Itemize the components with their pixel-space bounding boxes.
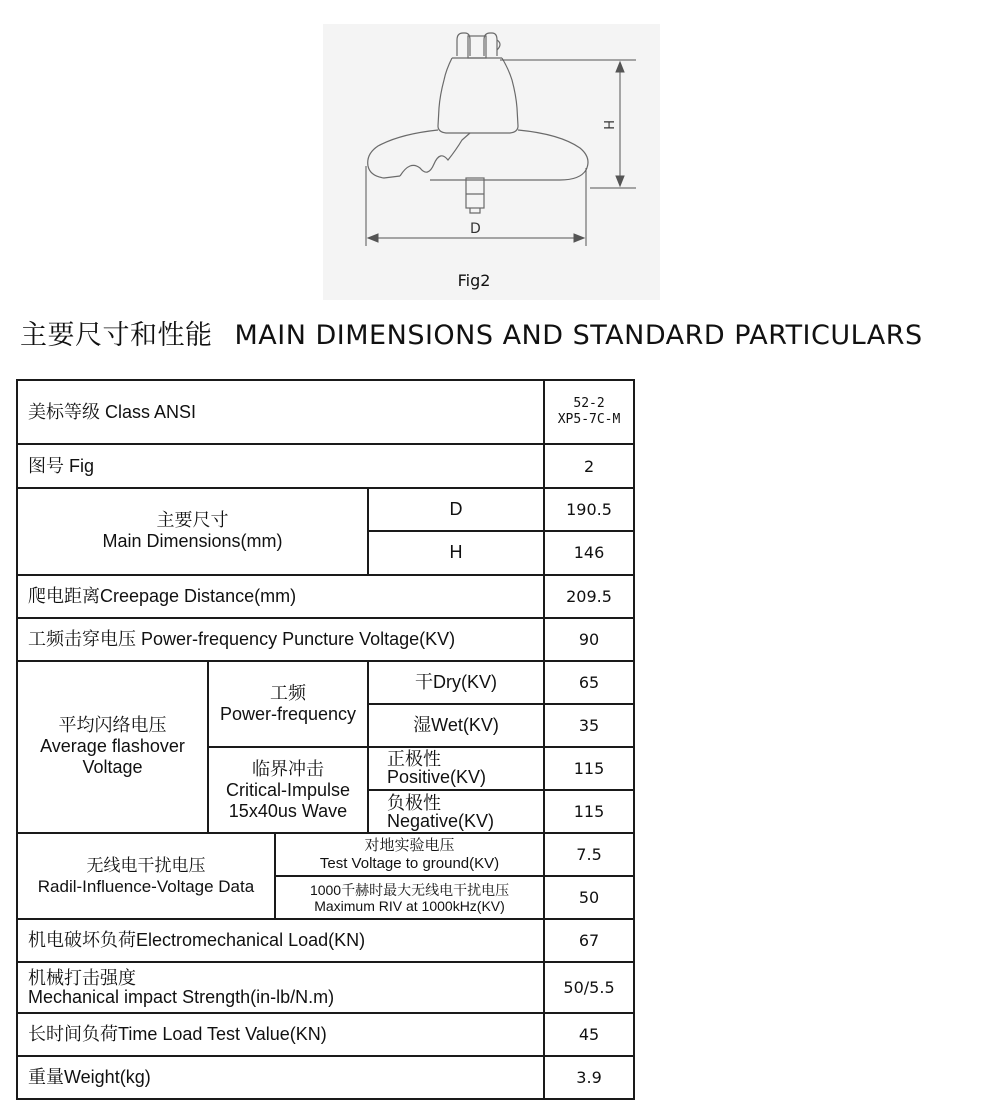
positive-value: 115 <box>544 747 634 790</box>
flashover-label <box>17 661 208 833</box>
wet-label: 湿Wet(KV) <box>368 704 544 747</box>
fig-label: 图号 Fig <box>17 444 544 488</box>
table-row <box>17 1013 634 1056</box>
dry-value: 65 <box>544 661 634 704</box>
negative-label <box>368 790 544 833</box>
h-label: H <box>368 531 544 574</box>
table-row <box>17 1056 634 1099</box>
h-value: 146 <box>544 531 634 574</box>
riv-en: Radil-Influence-Voltage Data <box>37 877 255 897</box>
max-riv-label <box>275 876 544 919</box>
diameter-label: D <box>470 221 481 237</box>
spec-table <box>16 379 635 1100</box>
d-label: D <box>368 488 544 531</box>
class-value-line2: XP5-7C-M <box>557 412 621 428</box>
critical-impulse-en-1: Critical-Impulse <box>225 779 351 800</box>
figure-background <box>323 24 660 300</box>
test-voltage-cn: 对地实验电压 <box>364 836 455 854</box>
weight-label: 重量Weight(kg) <box>17 1056 544 1099</box>
figure-caption: Fig2 <box>457 271 491 290</box>
table-row <box>17 380 634 444</box>
riv-cn: 无线电干扰电压 <box>86 856 206 876</box>
power-frequency-en: Power-frequency <box>219 703 357 724</box>
positive-cn: 正极性 <box>387 749 441 770</box>
main-dimensions-label <box>17 488 368 574</box>
critical-impulse-cn: 临界冲击 <box>252 758 324 779</box>
time-load-label: 长时间负荷Time Load Test Value(KN) <box>17 1013 544 1056</box>
em-load-label: 机电破坏负荷Electromechanical Load(KN) <box>17 919 544 962</box>
dry-label: 干Dry(KV) <box>368 661 544 704</box>
test-voltage-label <box>275 833 544 876</box>
flashover-cn: 平均闪络电压 <box>58 715 167 736</box>
flashover-en-2: Voltage <box>82 757 143 778</box>
class-value <box>544 380 634 444</box>
weight-value: 3.9 <box>544 1056 634 1099</box>
critical-impulse-en-2: 15x40us Wave <box>228 800 348 821</box>
creepage-value: 209.5 <box>544 575 634 618</box>
negative-value: 115 <box>544 790 634 833</box>
height-label: H <box>600 120 615 130</box>
main-dimensions-cn: 主要尺寸 <box>156 510 229 531</box>
table-row <box>17 575 634 618</box>
time-load-value: 45 <box>544 1013 634 1056</box>
insulator-drawing <box>0 0 998 300</box>
class-value-line1: 52-2 <box>573 396 605 412</box>
negative-cn: 负极性 <box>387 792 441 813</box>
main-dimensions-en: Main Dimensions(mm) <box>102 531 283 552</box>
critical-impulse-label <box>208 747 368 833</box>
test-voltage-value: 7.5 <box>544 833 634 876</box>
positive-label <box>368 747 544 790</box>
table-row <box>17 919 634 962</box>
puncture-value: 90 <box>544 618 634 661</box>
positive-en: Positive(KV) <box>387 767 487 788</box>
class-label: 美标等级 Class ANSI <box>17 380 544 444</box>
fig-value: 2 <box>544 444 634 488</box>
wet-value: 35 <box>544 704 634 747</box>
riv-label <box>17 833 275 919</box>
table-row <box>17 488 634 531</box>
em-load-value: 67 <box>544 919 634 962</box>
impact-cn: 机械打击强度 <box>28 967 136 988</box>
negative-en: Negative(KV) <box>387 810 495 831</box>
section-heading <box>20 313 923 352</box>
flashover-en-1: Average flashover <box>40 736 185 757</box>
max-riv-en: Maximum RIV at 1000kHz(KV) <box>314 897 505 914</box>
power-frequency-label <box>208 661 368 747</box>
heading-cn: 主要尺寸和性能 <box>20 320 213 351</box>
test-voltage-en: Test Voltage to ground(KV) <box>319 854 500 872</box>
heading-en: MAIN DIMENSIONS AND STANDARD PARTICULARS <box>234 320 923 351</box>
table-row <box>17 962 634 1012</box>
power-frequency-cn: 工频 <box>270 682 306 703</box>
puncture-label: 工频击穿电压 Power-frequency Puncture Voltage(KV) <box>17 618 544 661</box>
impact-label <box>17 962 544 1012</box>
creepage-label: 爬电距离Creepage Distance(mm) <box>17 575 544 618</box>
impact-en: Mechanical impact Strength(in-lb/N.m) <box>28 986 335 1007</box>
d-value: 190.5 <box>544 488 634 531</box>
max-riv-cn: 1000千赫时最大无线电干扰电压 <box>309 881 510 898</box>
max-riv-value: 50 <box>544 876 634 919</box>
table-row <box>17 661 634 704</box>
table-row <box>17 444 634 488</box>
impact-value: 50/5.5 <box>544 962 634 1012</box>
table-row <box>17 618 634 661</box>
table-row <box>17 833 634 876</box>
